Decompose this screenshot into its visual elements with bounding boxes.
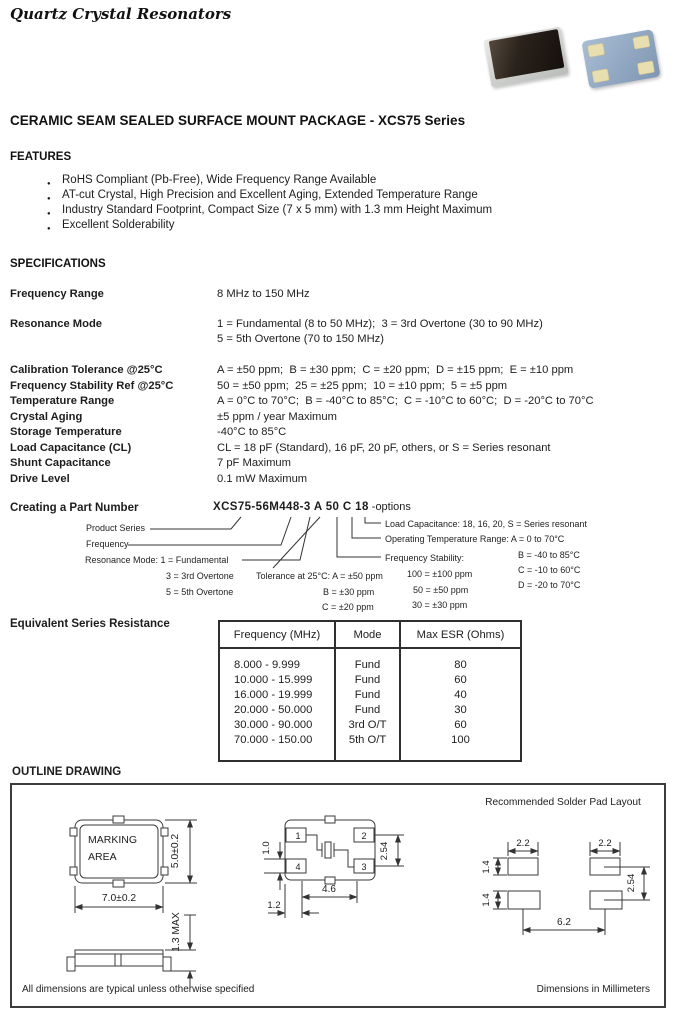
esr-max: 30 bbox=[400, 703, 521, 718]
dim-sp-height-bottom: 1.4 bbox=[481, 893, 492, 907]
package-bottom-view bbox=[261, 816, 404, 918]
feature-item: ● Industry Standard Footprint, Compact Size (7 x 5 mm) with 1.3 mm Height Maximum bbox=[62, 203, 492, 218]
esr-frequency: 8.000 - 9.999 bbox=[234, 659, 300, 671]
esr-mode: 3rd O/T bbox=[335, 718, 400, 733]
spec-label: Resonance Mode bbox=[10, 318, 103, 330]
spec-label: Calibration Tolerance @25°C bbox=[10, 364, 163, 376]
feature-item: ● AT-cut Crystal, High Precision and Excellent Aging, Extended Temperature Range bbox=[62, 188, 492, 203]
specifications-heading: SPECIFICATIONS bbox=[10, 258, 106, 270]
label-overtone-3: 3 = 3rd Overtone bbox=[166, 571, 234, 581]
outline-heading: OUTLINE DRAWING bbox=[12, 766, 122, 778]
crystal-symbol bbox=[306, 835, 354, 867]
outline-drawing-canvas bbox=[12, 785, 664, 1006]
part-number-example bbox=[213, 501, 411, 513]
dim-pad-offset: 1.0 bbox=[261, 841, 272, 855]
label-product-series: Product Series bbox=[86, 523, 146, 533]
label-stability-100: 100 = ±100 ppm bbox=[407, 569, 473, 579]
solder-pad bbox=[587, 43, 605, 58]
label-frequency-stability: Frequency Stability: bbox=[385, 553, 465, 563]
package-side-view bbox=[67, 912, 196, 988]
label-stability-30: 30 = ±30 ppm bbox=[412, 600, 468, 610]
spec-label: Shunt Capacitance bbox=[10, 457, 111, 469]
label-op-temp-b: B = -40 to 85°C bbox=[518, 550, 580, 560]
spec-label: Temperature Range bbox=[10, 395, 115, 407]
outline-footer-right: Dimensions in Millimeters bbox=[536, 984, 650, 995]
dim-sp-pitch-h: 6.2 bbox=[557, 917, 571, 928]
dim-sp-pitch-v: 2.54 bbox=[626, 873, 637, 893]
esr-frequency: 16.000 - 19.999 bbox=[234, 689, 313, 701]
product-photo-base bbox=[581, 29, 660, 89]
outline-drawing bbox=[10, 783, 666, 1008]
label-operating-temp: Operating Temperature Range: A = 0 to 70°C bbox=[385, 534, 565, 544]
dim-sp-height-top: 1.4 bbox=[481, 860, 492, 874]
spec-row bbox=[10, 456, 672, 470]
spec-value: 8 MHz to 150 MHz bbox=[217, 288, 310, 300]
spec-value: A = ±50 ppm; B = ±30 ppm; C = ±20 ppm; D = ±15 ppm; E = ±10 ppm bbox=[217, 364, 574, 376]
dim-pad-edge: 1.2 bbox=[267, 900, 281, 911]
spec-row bbox=[10, 441, 672, 455]
spec-row bbox=[10, 425, 672, 439]
outline-footer-left: All dimensions are typical unless otherwise specified bbox=[22, 984, 255, 995]
label-load-capacitance: Load Capacitance: 18, 16, 20, S = Series resonant bbox=[385, 519, 587, 529]
label-tolerance-b: B = ±30 ppm bbox=[323, 587, 375, 597]
label-op-temp-d: D = -20 to 70°C bbox=[518, 580, 581, 590]
package-lid bbox=[489, 29, 564, 79]
solder-pad-layout-title: Recommended Solder Pad Layout bbox=[485, 797, 641, 808]
spec-row bbox=[10, 394, 672, 408]
esr-frequency: 20.000 - 50.000 bbox=[234, 704, 313, 716]
table-row bbox=[219, 703, 521, 718]
feature-item: ● RoHS Compliant (Pb-Free), Wide Frequency Range Available bbox=[62, 173, 492, 188]
solder-pad bbox=[592, 68, 610, 83]
label-tolerance: Tolerance at 25°C: A = ±50 ppm bbox=[256, 571, 383, 581]
esr-mode: Fund bbox=[335, 673, 400, 688]
esr-col-frequency: Frequency (MHz) bbox=[219, 621, 335, 648]
spec-value: 0.1 mW Maximum bbox=[217, 473, 308, 485]
dim-body-width: 7.0±0.2 bbox=[101, 893, 137, 904]
esr-heading: Equivalent Series Resistance bbox=[10, 618, 170, 630]
pin-4-label: 4 bbox=[295, 862, 301, 872]
label-resonance-mode: Resonance Mode: 1 = Fundamental bbox=[85, 555, 229, 565]
esr-frequency: 30.000 - 90.000 bbox=[234, 719, 313, 731]
spec-row bbox=[10, 410, 672, 424]
spec-value: -40°C to 85°C bbox=[217, 426, 287, 438]
spec-value: A = 0°C to 70°C; B = -40°C to 85°C; C = -10°C to 60°C; D = -20°C to 70°C bbox=[217, 395, 594, 407]
spec-label bbox=[10, 332, 217, 346]
dim-pad-pitch-v: 2.54 bbox=[379, 841, 390, 861]
spec-row bbox=[10, 317, 672, 331]
table-row bbox=[219, 648, 521, 673]
pin-1-label: 1 bbox=[295, 831, 301, 841]
part-number-diagram bbox=[0, 500, 676, 618]
pin-2-label: 2 bbox=[361, 831, 367, 841]
spec-label: Storage Temperature bbox=[10, 426, 122, 438]
esr-max: 100 bbox=[400, 733, 521, 761]
esr-mode: Fund bbox=[335, 648, 400, 673]
spec-value: ±5 ppm / year Maximum bbox=[217, 411, 337, 423]
esr-frequency: 10.000 - 15.999 bbox=[234, 674, 313, 686]
esr-table bbox=[218, 620, 522, 762]
spec-row bbox=[10, 287, 672, 301]
spec-value: CL = 18 pF (Standard), 16 pF, 20 pF, others, or S = Series resonant bbox=[217, 442, 551, 454]
spec-row bbox=[10, 379, 672, 393]
page-title: CERAMIC SEAM SEALED SURFACE MOUNT PACKAGE - XCS75 Series bbox=[10, 113, 466, 128]
table-row bbox=[219, 673, 521, 688]
spec-value: 7 pF Maximum bbox=[217, 457, 291, 469]
esr-max: 80 bbox=[400, 648, 521, 673]
esr-col-mode: Mode bbox=[335, 621, 400, 648]
features-heading: FEATURES bbox=[10, 151, 72, 163]
table-row bbox=[219, 733, 521, 761]
label-tolerance-c: C = ±20 ppm bbox=[322, 602, 374, 612]
marking-area-line2: AREA bbox=[88, 851, 117, 863]
solder-pad bbox=[632, 35, 650, 50]
spec-row bbox=[10, 363, 672, 377]
dim-body-height: 5.0±0.2 bbox=[170, 833, 181, 869]
features-list bbox=[62, 173, 492, 233]
spec-value: 5 = 5th Overtone (70 to 150 MHz) bbox=[217, 333, 384, 345]
brand-title: Quartz Crystal Resonators bbox=[10, 5, 232, 23]
esr-frequency: 70.000 - 150.00 bbox=[234, 734, 313, 746]
spec-value: 50 = ±50 ppm; 25 = ±25 ppm; 10 = ±10 ppm; 5 = ±5 ppm bbox=[217, 380, 508, 392]
spec-label: Frequency Range bbox=[10, 288, 104, 300]
esr-col-maxesr: Max ESR (Ohms) bbox=[400, 621, 521, 648]
dim-pad-span: 4.6 bbox=[322, 884, 336, 895]
pin-3-label: 3 bbox=[361, 862, 367, 872]
part-number-heading: Creating a Part Number bbox=[10, 502, 139, 514]
package-top-view bbox=[70, 816, 197, 913]
esr-max: 60 bbox=[400, 718, 521, 733]
solder-pad-layout bbox=[481, 797, 650, 935]
feature-item: ● Excellent Solderability bbox=[62, 218, 492, 233]
label-op-temp-c: C = -10 to 60°C bbox=[518, 565, 581, 575]
esr-max: 40 bbox=[400, 688, 521, 703]
spec-row bbox=[10, 332, 672, 346]
label-overtone-5: 5 = 5th Overtone bbox=[166, 587, 234, 597]
esr-header-row bbox=[219, 621, 521, 648]
spec-label: Load Capacitance (CL) bbox=[10, 442, 132, 454]
esr-max: 60 bbox=[400, 673, 521, 688]
spec-value: 1 = Fundamental (8 to 50 MHz); 3 = 3rd Overtone (30 to 90 MHz) bbox=[217, 318, 543, 330]
solder-pad bbox=[637, 61, 655, 76]
part-number-suffix: -options bbox=[371, 501, 411, 513]
dim-sp-width-right: 2.2 bbox=[598, 838, 612, 849]
part-number-base: XCS75-56M448-3 A 50 C 18 bbox=[213, 501, 369, 513]
product-photo-lid bbox=[483, 27, 568, 88]
esr-mode: Fund bbox=[335, 703, 400, 718]
dim-thickness: 1.3 MAX bbox=[171, 912, 182, 952]
spec-label: Drive Level bbox=[10, 473, 70, 485]
spec-label: Crystal Aging bbox=[10, 411, 83, 423]
esr-mode: Fund bbox=[335, 688, 400, 703]
spec-row bbox=[10, 472, 672, 486]
label-frequency: Frequency bbox=[86, 539, 129, 549]
table-row bbox=[219, 718, 521, 733]
table-row bbox=[219, 688, 521, 703]
label-stability-50: 50 = ±50 ppm bbox=[413, 585, 469, 595]
spec-label: Frequency Stability Ref @25°C bbox=[10, 380, 174, 392]
marking-area-line1: MARKING bbox=[88, 834, 138, 846]
esr-mode: 5th O/T bbox=[335, 733, 400, 761]
dim-sp-width-left: 2.2 bbox=[516, 838, 530, 849]
